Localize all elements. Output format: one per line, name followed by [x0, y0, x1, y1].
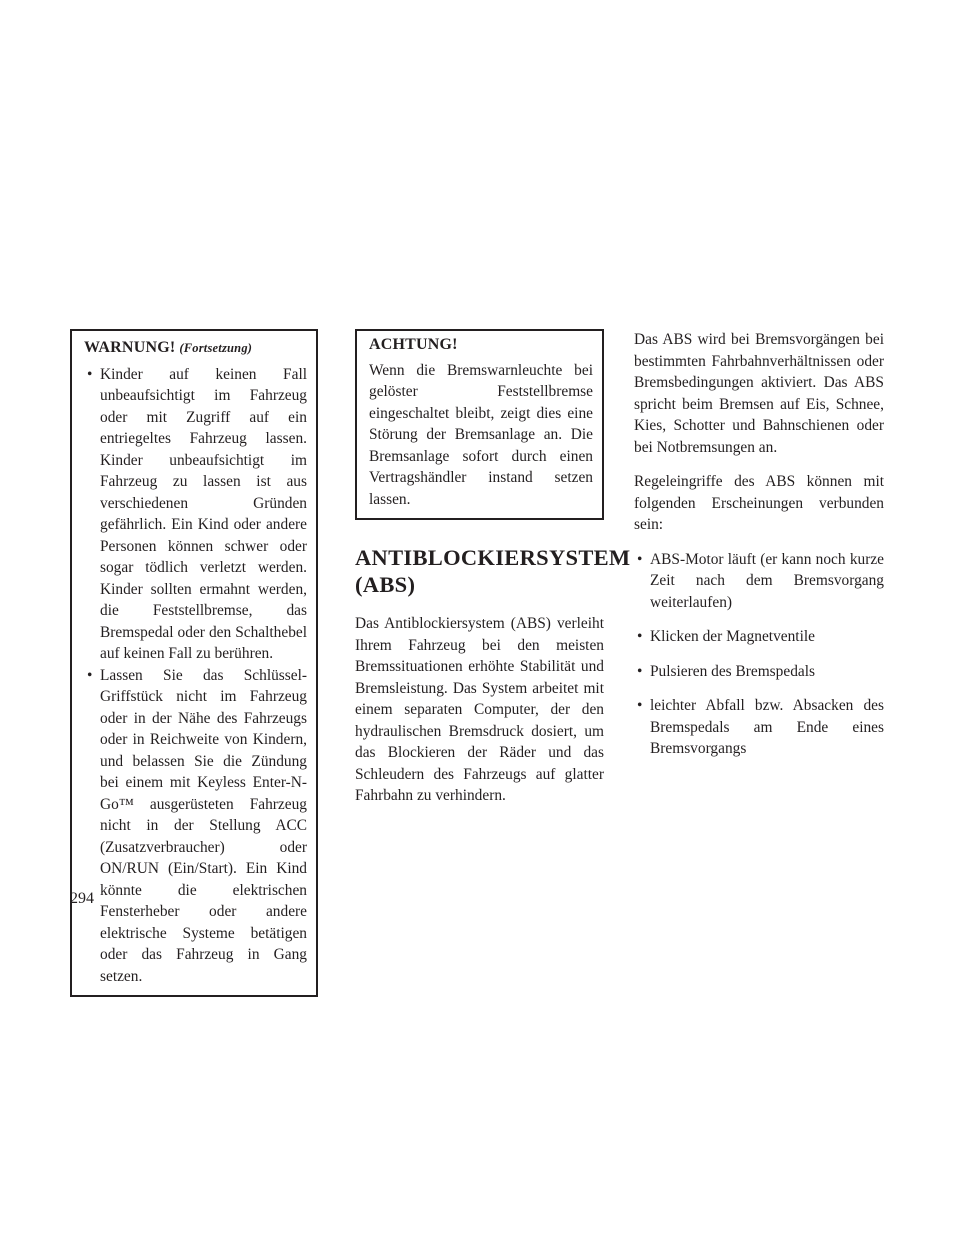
abs-effect-item: • leichter Abfall bzw. Absacken des Bremspedals am Ende eines Bremsvorgangs: [634, 695, 884, 760]
warning-title: [84, 337, 307, 360]
section-heading: ANTIBLOCKIERSYSTEM (ABS): [355, 545, 631, 597]
abs-effect-item: • Klicken der Magnetventile: [634, 626, 884, 648]
warning-title-text: WARNUNG!: [84, 339, 176, 356]
page-number: 294: [70, 890, 94, 907]
abs-paragraph-1: Das ABS wird bei Bremsvorgängen bei bestimmten Fahrbahnverhältnissen oder Bremsbedingungen aktiviert. Das ABS spricht beim Bremsen auf Eis, Schnee, Kies, Schotter und Bahnschienen oder bei Notbremsungen an.: [634, 331, 884, 456]
caution-text: Wenn die Bremswarnleuchte bei gelöster Feststellbremse eingeschaltet bleibt, zeigt dies eine Störung der Bremsanlage an. Die Bremsanlage sofort durch einen Vertragshändler instand setzen lassen.: [369, 361, 593, 508]
warning-bullet: • Lassen Sie das Schlüssel-Griffstück nicht im Fahrzeug oder in der Nähe des Fahrzeugs oder in Reichweite von Kindern, und belassen Sie die Zündung bei einem mit Keyless Enter-N-Go™ ausgerüsteten Fahrzeug nicht in der Stellung ACC (Zusatzverbraucher) oder ON/RUN (Ein/Start). Ein Kind könnte die elektrischen Fensterheber oder andere elektrische Systeme betätigen oder das Fahrzeug in Gang setzen.: [84, 665, 307, 988]
warning-bullet: • Kinder auf keinen Fall unbeaufsichtigt im Fahrzeug oder mit Zugriff auf ein entriegeltes Fahrzeug lassen. Kinder unbeaufsichtigt im Fahrzeug zu lassen ist aus verschiedenen Gründen gefährlich. Ein Kind oder andere Personen können schwer oder sogar tödlich verletzt werden. Kinder sollten ermahnt werden, die Feststellbremse, das Bremspedal oder den Schalthebel auf keinen Fall zu berühren.: [84, 364, 307, 665]
left-column: [70, 329, 318, 997]
continuation-note: (Fortsetzung): [179, 341, 253, 355]
abs-effect-item: • ABS-Motor läuft (er kann noch kurze Zeit nach dem Bremsvorgang weiterlaufen): [634, 549, 884, 614]
right-column: [634, 329, 884, 773]
middle-column: [355, 329, 631, 807]
abs-effect-item: • Pulsieren des Bremspedals: [634, 661, 884, 683]
caution-title: ACHTUNG!: [369, 336, 458, 353]
caution-box: [355, 329, 604, 520]
abs-paragraph-2: Regeleingriffe des ABS können mit folgenden Erscheinungen verbunden sein:: [634, 473, 884, 533]
warning-list: [84, 364, 307, 988]
abs-effects-list: [634, 549, 884, 760]
warning-box: [70, 329, 318, 997]
section-intro: Das Antiblockiersystem (ABS) verleiht Ihrem Fahrzeug bei den meisten Bremssituationen erhöhte Stabilität und Bremsleistung. Das System arbeitet mit einem separaten Computer, der den hydraulischen Bremsdruck dosiert, um das Blockieren der Räder und das Schleudern des Fahrzeugs auf glatter Fahrbahn zu verhindern.: [355, 615, 604, 804]
